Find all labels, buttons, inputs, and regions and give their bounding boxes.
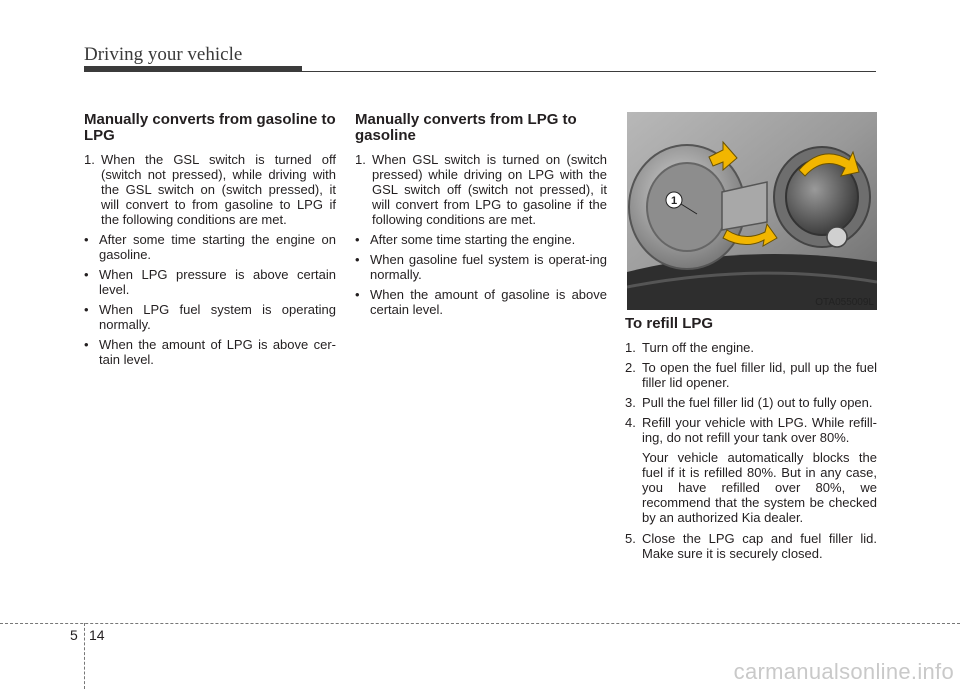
column-gasoline-to-lpg	[84, 112, 336, 372]
footer-rule	[0, 623, 960, 624]
list-item: • When LPG pressure is above certain level.	[84, 267, 336, 297]
section-heading-gasoline-to-lpg: Manually converts from gasoline to LPG	[84, 111, 336, 144]
footer-divider	[84, 623, 85, 689]
list-item: • When gasoline fuel system is operat-ing normally.	[355, 252, 607, 282]
fuel-filler-illustration	[627, 112, 877, 310]
list-item: • After some time starting the engine.	[355, 232, 576, 247]
list-item: 1. When the GSL switch is turned off (switch not pressed), while driving with the GSL switch on (switch pressed), it will convert to from gasoline to LPG if the following conditions are met.	[84, 152, 336, 227]
list-item: 2. To open the fuel filler lid, pull up the fuel filler lid opener.	[625, 360, 877, 390]
column-refill-lpg	[625, 316, 877, 566]
conditions-list	[355, 152, 607, 317]
section-heading-refill-lpg: To refill LPG	[625, 315, 714, 332]
refill-note: Your vehicle automatically blocks the fuel if it is refilled 80%. But in any case, you have refilled over 80%, we recommend that the system be checked by an authorized Kia dealer.	[642, 450, 877, 525]
list-item: • When the amount of gasoline is above certain level.	[355, 287, 607, 317]
header-bar	[84, 66, 302, 72]
list-item: 5. Close the LPG cap and fuel filler lid. Make sure it is securely closed.	[625, 531, 877, 561]
conditions-list	[84, 152, 336, 367]
callout-label: 1	[670, 195, 678, 207]
fuel-filler-lid-photo	[627, 112, 877, 310]
section-number: 5	[70, 627, 78, 643]
list-item: 4. Refill your vehicle with LPG. While refill-ing, do not refill your tank over 80%.	[625, 415, 877, 445]
list-item: 1. When GSL switch is turned on (switch pressed) while driving on LPG with the GSL switch off (switch not pressed), it will convert from LPG to gasoline if the following conditions are met.	[355, 152, 607, 227]
list-item: • When the amount of LPG is above cer-tain level.	[84, 337, 336, 367]
refill-steps-list-continued	[625, 531, 877, 561]
image-code: OTA055009L	[815, 297, 874, 308]
page-header-title: Driving your vehicle	[84, 44, 243, 65]
list-item: • After some time starting the engine on gasoline.	[84, 232, 336, 262]
list-item: 1. Turn off the engine.	[625, 340, 755, 355]
list-item: • When LPG fuel system is operating normally.	[84, 302, 336, 332]
refill-steps-list	[625, 340, 877, 445]
section-heading-lpg-to-gasoline: Manually converts from LPG to gasoline	[355, 111, 577, 144]
header-rule	[302, 71, 876, 72]
page-number: 14	[89, 627, 105, 643]
list-item: 3. Pull the fuel filler lid (1) out to fully open.	[625, 395, 873, 410]
column-lpg-to-gasoline	[355, 112, 607, 322]
watermark: carmanualsonline.info	[733, 659, 954, 684]
